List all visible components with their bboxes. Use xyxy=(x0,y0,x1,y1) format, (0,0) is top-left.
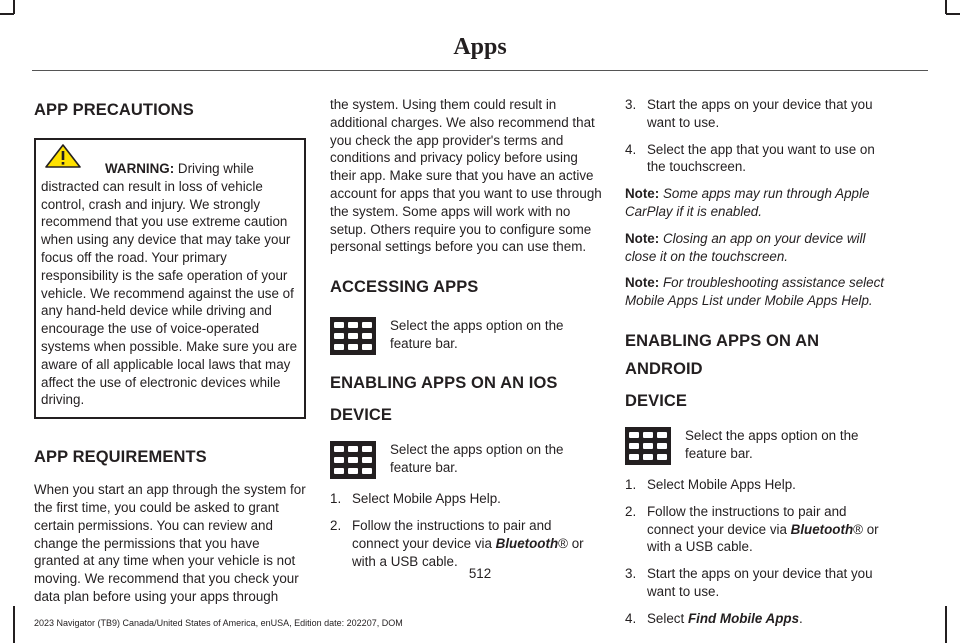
find-mobile-apps-term: Find Mobile Apps xyxy=(687,610,800,626)
android-apps-row xyxy=(625,427,897,465)
list-text: Select Mobile Apps Help. xyxy=(352,491,501,507)
page-title: Apps xyxy=(453,34,507,60)
list-text: Start the apps on your device that you want to use. xyxy=(647,97,873,130)
crop-mark-top-left-v xyxy=(13,0,15,14)
list-text-post: ® or with a USB cable. xyxy=(647,521,879,555)
ios-apps-text: Select the apps option on the feature bar. xyxy=(390,442,564,475)
apps-grid-icon xyxy=(330,441,376,479)
edition-footer: 2023 Navigator (TB9) Canada/United States of America, enUSA, Edition date: 202207, DOM xyxy=(34,618,403,628)
ios-heading-line2: DEVICE xyxy=(330,406,393,425)
list-item xyxy=(330,517,602,570)
warning-box xyxy=(34,138,306,419)
requirements-text: When you start an app through the system for the first time, you could be asked to grant certain permissions. You can review and change the permissions that you have granted at any time when your vehicle is not moving. We recommend that you check your data plan before using your apps through xyxy=(34,482,306,604)
list-item xyxy=(625,141,897,177)
note xyxy=(625,274,897,310)
bluetooth-term: Bluetooth xyxy=(790,521,854,537)
list-item xyxy=(330,490,602,508)
apps-grid-icon xyxy=(330,317,376,355)
crop-mark-bottom-left-v xyxy=(13,606,15,643)
list-number: 1. xyxy=(625,476,637,492)
list-number: 2. xyxy=(625,503,637,519)
list-item xyxy=(625,503,897,556)
note xyxy=(625,230,897,266)
header-rule xyxy=(32,70,928,71)
list-text xyxy=(352,517,602,570)
ios-heading-line1: ENABLING APPS ON AN IOS xyxy=(330,374,558,393)
list-item xyxy=(625,476,897,494)
list-text-pre: Follow the instructions to pair and connect your device via xyxy=(352,517,552,551)
note-label: Note: xyxy=(625,230,660,246)
continued-text: the system. Using them could result in additional charges. We also recommend that you check the app provider's terms and conditions and privacy policy before using their app. Make sure that you have an active account for apps that you want to use through the system. Some apps will work with no setup. Others require you to configure some personal settings before you can use them. xyxy=(330,97,602,255)
android-heading-line2: DEVICE xyxy=(625,391,688,410)
column-2 xyxy=(330,96,602,570)
crop-mark-bottom-right-v xyxy=(945,606,947,643)
list-number: 3. xyxy=(625,566,637,582)
list-number: 1. xyxy=(330,491,342,507)
list-number: 4. xyxy=(625,141,637,157)
list-text xyxy=(647,610,897,628)
column-1 xyxy=(34,96,306,606)
bluetooth-term: Bluetooth xyxy=(495,535,559,551)
warning-label: WARNING: xyxy=(105,161,175,176)
note xyxy=(625,185,897,221)
crop-mark-top-right-h xyxy=(946,13,960,15)
apps-grid-icon xyxy=(625,427,671,465)
list-item xyxy=(625,96,897,132)
note-text: Closing an app on your device will close it on the touchscreen. xyxy=(625,230,866,264)
list-text: Start the apps on your device that you want to use. xyxy=(647,566,873,599)
android-heading-line1: ENABLING APPS ON AN ANDROID xyxy=(625,331,820,378)
accessing-apps-text: Select the apps option on the feature bar. xyxy=(390,318,564,351)
note-label: Note: xyxy=(625,186,660,202)
ios-apps-row xyxy=(330,441,602,479)
list-text-pre: Select xyxy=(647,610,688,626)
list-number: 2. xyxy=(330,517,342,533)
list-item xyxy=(625,610,897,628)
android-apps-text: Select the apps option on the feature bar. xyxy=(685,427,859,461)
accessing-heading: ACCESSING APPS xyxy=(330,278,479,297)
accessing-apps-row xyxy=(330,317,602,355)
list-text-pre: Follow the instructions to pair and connect your device via xyxy=(647,503,847,537)
list-text: Select the app that you want to use on the touchscreen. xyxy=(647,141,875,175)
requirements-heading: APP REQUIREMENTS xyxy=(34,448,207,467)
precautions-heading: APP PRECAUTIONS xyxy=(34,101,194,119)
list-number: 4. xyxy=(625,610,637,626)
warning-triangle-icon xyxy=(45,144,81,173)
crop-mark-top-right-v xyxy=(945,0,947,14)
list-text-post: . xyxy=(799,610,803,626)
page-number: 512 xyxy=(468,566,492,581)
list-number: 3. xyxy=(625,97,637,112)
note-label: Note: xyxy=(625,275,660,291)
column-3 xyxy=(625,96,897,628)
list-text: Select Mobile Apps Help. xyxy=(647,476,796,492)
list-text xyxy=(647,503,897,556)
note-text: For troubleshooting assistance select Mobile Apps List under Mobile Apps Help. xyxy=(625,275,885,309)
warning-paragraph xyxy=(41,160,299,409)
note-text: Some apps may run through Apple CarPlay if it is enabled. xyxy=(625,186,870,219)
warning-text: Driving while distracted can result in loss of vehicle control, crash and injury. We strongly recommend that you use extreme caution when using any device that may take your focus off the road. Your primary responsibility is the safe operation of your vehicle. We recommend against the use of any hand-held device while driving and encourage the use of voice-operated systems when possible. Make sure you are aware of all applicable local laws that may affect the use of electronic devices while driving. xyxy=(41,161,298,408)
crop-mark-top-left-h xyxy=(0,13,14,15)
list-text-post: ® or with a USB cable. xyxy=(352,535,584,569)
